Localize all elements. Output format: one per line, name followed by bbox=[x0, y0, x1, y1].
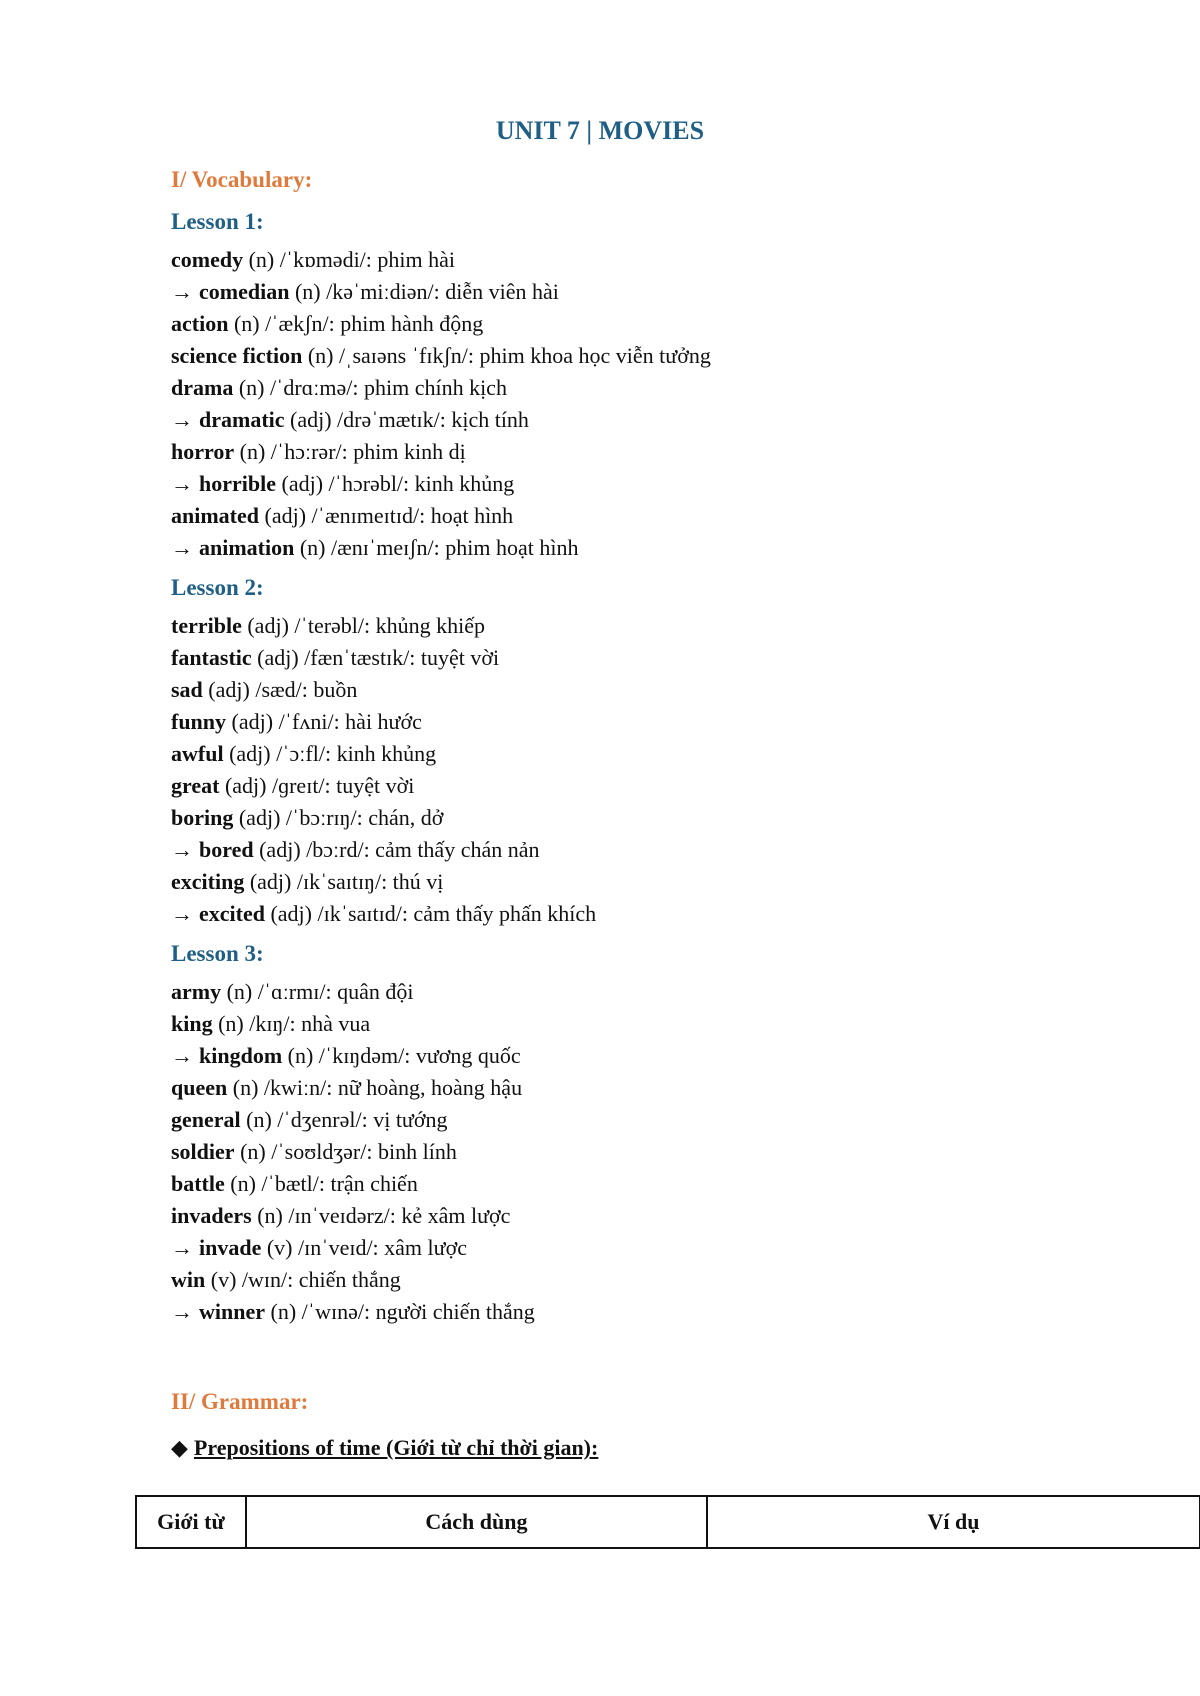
vocab-word: invade bbox=[199, 1235, 262, 1260]
list-item bbox=[171, 1104, 1131, 1136]
vocab-definition: (n) /ˈwɪnə/: người chiến thắng bbox=[265, 1299, 535, 1324]
list-item bbox=[171, 642, 1131, 674]
list-item bbox=[171, 468, 1131, 500]
vocab-word: science fiction bbox=[171, 343, 303, 368]
vocab-definition: (n) /ˈhɔːrər/: phim kinh dị bbox=[234, 439, 466, 464]
list-item bbox=[171, 674, 1131, 706]
vocab-word: funny bbox=[171, 709, 227, 734]
vocab-definition: (n) /ˈsoʊldʒər/: binh lính bbox=[234, 1139, 457, 1164]
grammar-section bbox=[171, 1384, 1131, 1468]
table-header-row bbox=[136, 1496, 1200, 1548]
list-item bbox=[171, 1168, 1131, 1200]
list-item bbox=[171, 1200, 1131, 1232]
vocab-word: horror bbox=[171, 439, 235, 464]
vocab-definition: (n) /ænɪˈmeɪʃn/: phim hoạt hình bbox=[294, 535, 579, 560]
arrow-right-icon: → bbox=[171, 471, 193, 496]
vocab-word: comedian bbox=[199, 279, 290, 304]
arrow-right-icon: → bbox=[171, 837, 193, 862]
arrow-right-icon: → bbox=[171, 279, 193, 304]
vocab-definition: (n) /kəˈmiːdiən/: diễn viên hài bbox=[289, 279, 559, 304]
vocab-definition: (adj) /ˈhɔrəbl/: kinh khủng bbox=[276, 471, 515, 496]
vocab-word: queen bbox=[171, 1075, 228, 1100]
list-item bbox=[171, 532, 1131, 564]
arrow-right-icon: → bbox=[171, 1299, 193, 1324]
vocab-definition: (adj) /fænˈtæstɪk/: tuyệt vời bbox=[251, 645, 500, 670]
arrow-right-icon: → bbox=[171, 407, 193, 432]
vocab-word: great bbox=[171, 773, 220, 798]
vocab-word: comedy bbox=[171, 247, 244, 272]
vocab-definition: (adj) /ɡreɪt/: tuyệt vời bbox=[219, 773, 415, 798]
vocab-definition: (n) /ɪnˈveɪdərz/: kẻ xâm lược bbox=[251, 1203, 511, 1228]
lesson-heading: Lesson 1: bbox=[171, 209, 264, 234]
vocab-definition: (adj) /ɪkˈsaɪtɪŋ/: thú vị bbox=[244, 869, 444, 894]
list-item bbox=[171, 340, 1131, 372]
vocab-word: dramatic bbox=[199, 407, 285, 432]
vocab-definition: (v) /wɪn/: chiến thắng bbox=[205, 1267, 401, 1292]
content bbox=[171, 162, 1131, 1468]
list-item bbox=[171, 1008, 1131, 1040]
list-item bbox=[171, 404, 1131, 436]
vocab-list bbox=[171, 976, 1131, 1328]
prepositions-table bbox=[135, 1495, 1200, 1549]
vocab-definition: (adj) /bɔːrd/: cảm thấy chán nản bbox=[253, 837, 540, 862]
vocab-definition: (adj) /ˈfʌni/: hài hước bbox=[226, 709, 422, 734]
list-item bbox=[171, 706, 1131, 738]
vocab-definition: (n) /ˈɑːrmɪ/: quân đội bbox=[221, 979, 414, 1004]
list-item bbox=[171, 898, 1131, 930]
list-item bbox=[171, 1296, 1131, 1328]
vocab-definition: (n) /ˈdʒenrəl/: vị tướng bbox=[240, 1107, 448, 1132]
vocab-word: awful bbox=[171, 741, 224, 766]
vocab-definition: (n) /kɪŋ/: nhà vua bbox=[212, 1011, 371, 1036]
list-item bbox=[171, 244, 1131, 276]
vocab-definition: (adj) /ˈbɔːrɪŋ/: chán, dở bbox=[233, 805, 444, 830]
vocab-word: kingdom bbox=[199, 1043, 283, 1068]
vocab-word: action bbox=[171, 311, 229, 336]
grammar-topic-text: Prepositions of time (Giới từ chỉ thời gian): bbox=[193, 1435, 599, 1460]
list-item bbox=[171, 770, 1131, 802]
vocab-word: army bbox=[171, 979, 222, 1004]
list-item bbox=[171, 738, 1131, 770]
list-item bbox=[171, 500, 1131, 532]
list-item bbox=[171, 834, 1131, 866]
list-item bbox=[171, 1072, 1131, 1104]
table-header-cell: Ví dụ bbox=[707, 1496, 1200, 1548]
vocab-definition: (n) /ˈkɪŋdəm/: vương quốc bbox=[282, 1043, 521, 1068]
list-item bbox=[171, 1264, 1131, 1296]
vocab-definition: (n) /kwiːn/: nữ hoàng, hoàng hậu bbox=[227, 1075, 523, 1100]
vocab-word: terrible bbox=[171, 613, 242, 638]
lesson-heading: Lesson 2: bbox=[171, 575, 264, 600]
grammar-heading: II/ Grammar: bbox=[171, 1389, 309, 1414]
vocab-definition: (n) /ˌsaɪəns ˈfɪkʃn/: phim khoa học viễn tưởng bbox=[302, 343, 711, 368]
vocab-definition: (adj) /ˈɔːfl/: kinh khủng bbox=[223, 741, 437, 766]
list-item bbox=[171, 976, 1131, 1008]
vocab-word: horrible bbox=[199, 471, 276, 496]
vocab-definition: (adj) /sæd/: buồn bbox=[202, 677, 358, 702]
vocab-word: sad bbox=[171, 677, 203, 702]
vocab-word: invaders bbox=[171, 1203, 252, 1228]
arrow-right-icon: → bbox=[171, 1235, 193, 1260]
vocab-word: king bbox=[171, 1011, 213, 1036]
vocab-word: battle bbox=[171, 1171, 225, 1196]
vocab-word: excited bbox=[199, 901, 265, 926]
vocab-word: fantastic bbox=[171, 645, 252, 670]
vocab-list bbox=[171, 244, 1131, 564]
arrow-right-icon: → bbox=[171, 1043, 193, 1068]
lesson-heading: Lesson 3: bbox=[171, 941, 264, 966]
page-title: UNIT 7 | MOVIES bbox=[495, 116, 705, 145]
vocab-definition: (adj) /drəˈmætɪk/: kịch tính bbox=[284, 407, 529, 432]
list-item bbox=[171, 1040, 1131, 1072]
list-item bbox=[171, 1232, 1131, 1264]
list-item bbox=[171, 802, 1131, 834]
vocab-word: exciting bbox=[171, 869, 245, 894]
lessons bbox=[171, 202, 1131, 1328]
vocab-definition: (n) /ˈbætl/: trận chiến bbox=[224, 1171, 418, 1196]
arrow-right-icon: → bbox=[171, 901, 193, 926]
vocab-word: animation bbox=[199, 535, 295, 560]
vocab-word: win bbox=[171, 1267, 206, 1292]
vocab-definition: (adj) /ˈterəbl/: khủng khiếp bbox=[241, 613, 486, 638]
grammar-topic bbox=[171, 1428, 1131, 1468]
vocab-definition: (n) /ˈækʃn/: phim hành động bbox=[228, 311, 484, 336]
vocab-word: general bbox=[171, 1107, 241, 1132]
list-item bbox=[171, 866, 1131, 898]
arrow-right-icon: → bbox=[171, 535, 193, 560]
vocab-word: bored bbox=[199, 837, 254, 862]
table-header-cell: Giới từ bbox=[136, 1496, 246, 1548]
diamond-bullet-icon: ◆ bbox=[171, 1435, 188, 1460]
vocab-definition: (v) /ɪnˈveɪd/: xâm lược bbox=[261, 1235, 467, 1260]
vocab-word: soldier bbox=[171, 1139, 235, 1164]
vocab-list bbox=[171, 610, 1131, 930]
list-item bbox=[171, 1136, 1131, 1168]
vocab-word: animated bbox=[171, 503, 259, 528]
vocab-word: winner bbox=[199, 1299, 265, 1324]
vocab-definition: (adj) /ɪkˈsaɪtɪd/: cảm thấy phấn khích bbox=[264, 901, 597, 926]
vocab-definition: (n) /ˈkɒmədi/: phim hài bbox=[243, 247, 456, 272]
vocab-word: drama bbox=[171, 375, 234, 400]
table-header-cell: Cách dùng bbox=[246, 1496, 707, 1548]
vocab-word: boring bbox=[171, 805, 234, 830]
vocab-definition: (adj) /ˈænɪmeɪtɪd/: hoạt hình bbox=[259, 503, 514, 528]
vocabulary-heading: I/ Vocabulary: bbox=[171, 167, 313, 192]
list-item bbox=[171, 436, 1131, 468]
list-item bbox=[171, 610, 1131, 642]
list-item bbox=[171, 308, 1131, 340]
list-item bbox=[171, 372, 1131, 404]
list-item bbox=[171, 276, 1131, 308]
vocab-definition: (n) /ˈdrɑːmə/: phim chính kịch bbox=[233, 375, 507, 400]
